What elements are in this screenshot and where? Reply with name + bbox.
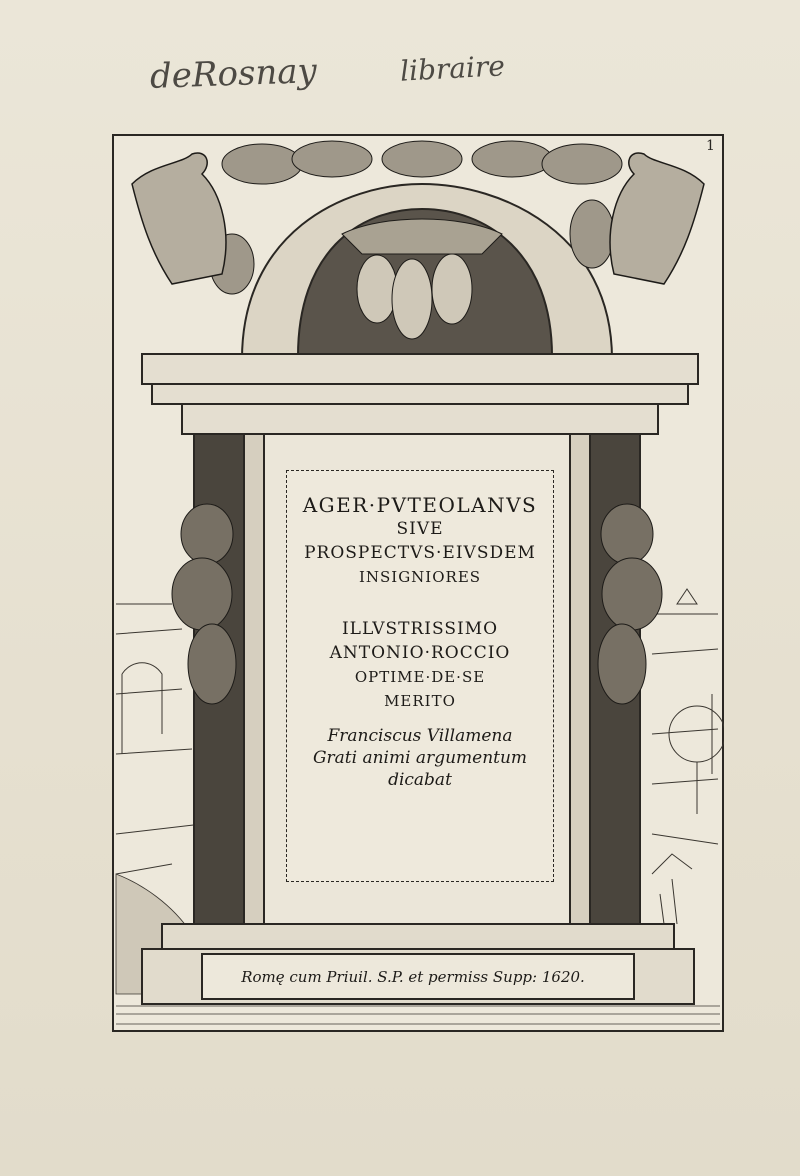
fruit-festoon-left: [172, 504, 236, 704]
fruit-festoon-right: [598, 504, 662, 704]
author-line-1: Franciscus Villamena: [327, 726, 513, 746]
dedication-line-4: MERITO: [384, 692, 456, 710]
dedication-line-1: ILLVSTRISSIMO: [341, 619, 499, 639]
author-line-3: dicabat: [388, 770, 452, 790]
pedestal-base: [142, 924, 694, 1004]
eagle-right: [610, 153, 704, 284]
dedication-line-2: ANTONIO·ROCCIO: [329, 643, 511, 663]
inscription-name: deRosnay: [149, 51, 318, 97]
eagle-left: [132, 153, 226, 284]
inscription-word: libraire: [399, 49, 506, 88]
title-line-3: PROSPECTVS·EIVSDEM: [304, 543, 536, 563]
handwritten-inscription: [150, 48, 570, 118]
author-line-2: Grati animi argumentum: [312, 748, 528, 768]
title-line-4: INSIGNIORES: [358, 568, 482, 586]
title-line-1: AGER·PVTEOLANVS: [302, 493, 538, 517]
title-line-2: SIVE: [396, 519, 444, 539]
dedication-line-3: OPTIME·DE·SE: [354, 668, 486, 686]
cornice: [142, 354, 698, 434]
imprint-line: Romę cum Priuil. S.P. et permiss Supp: 1620.: [241, 968, 585, 986]
plate-number: 1: [706, 138, 715, 154]
title-tablet: [286, 470, 554, 882]
